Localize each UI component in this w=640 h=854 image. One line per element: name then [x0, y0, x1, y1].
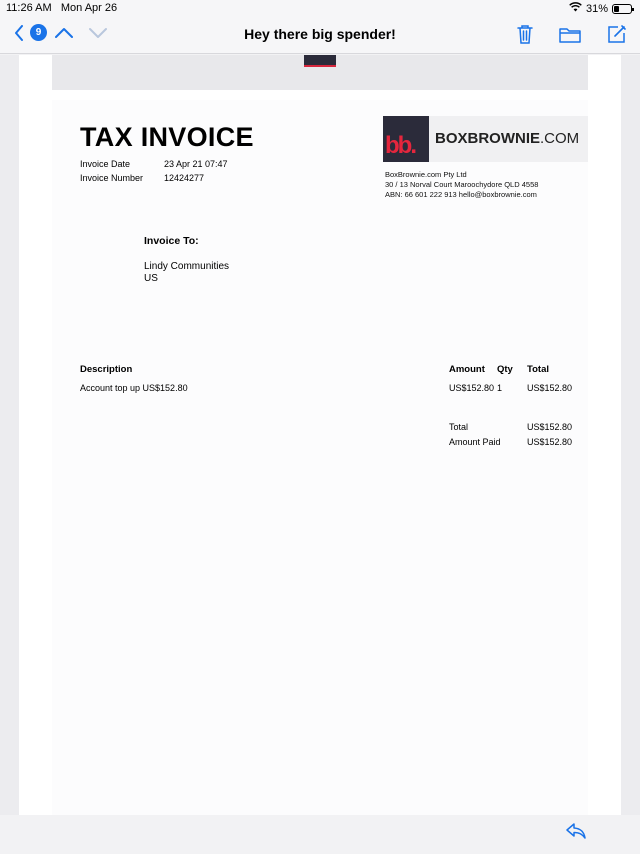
wifi-icon: [569, 2, 582, 15]
invoice-page: [52, 100, 588, 815]
invoice-title: TAX INVOICE: [80, 122, 254, 152]
folder-icon[interactable]: [559, 26, 581, 43]
trash-icon[interactable]: [517, 24, 533, 44]
previous-page: [52, 55, 588, 90]
customer-country: US: [144, 273, 158, 284]
item-total: US$152.80: [527, 383, 573, 393]
battery-icon: [612, 4, 632, 14]
logo-mark: bb.: [383, 116, 429, 162]
total-label: Total: [449, 422, 469, 432]
status-right: [569, 2, 632, 15]
header-amount: Amount: [449, 364, 485, 375]
nav-bar: [0, 18, 640, 54]
nav-actions: [517, 24, 626, 44]
invoice-date-label: Invoice Date: [80, 159, 131, 169]
attachment-preview[interactable]: [19, 55, 621, 815]
brand-logo-partial: [304, 55, 336, 67]
battery-percent: 31%: [585, 2, 608, 15]
invoice-to-heading: Invoice To:: [144, 235, 199, 247]
header-total: Total: [527, 364, 549, 375]
customer-name: Lindy Communities: [144, 261, 230, 272]
header-description: Description: [80, 364, 133, 375]
brand-logo: [383, 116, 588, 162]
message-subject: Hey there big spender!: [244, 26, 396, 42]
item-amount: US$152.80: [449, 383, 495, 393]
status-bar: [0, 0, 640, 18]
bottom-toolbar: [0, 815, 640, 854]
invoice-to: [144, 235, 229, 285]
company-details: BoxBrownie.com Pty Ltd 30 / 13 Norval Court Maroochydore QLD 4558 ABN: 66 601 222 913 hello@boxbrownie.com: [385, 170, 539, 199]
invoice-meta: [80, 157, 228, 185]
header-qty: Qty: [497, 364, 513, 375]
total-value: US$152.80: [527, 422, 573, 432]
invoice-number-value: 12424277: [164, 173, 205, 183]
status-time: 11:26 AM Mon Apr 26: [6, 2, 118, 14]
amount-paid-value: US$152.80: [527, 437, 573, 447]
compose-icon[interactable]: [607, 25, 626, 44]
item-qty: 1: [497, 383, 503, 393]
item-description: Account top up US$152.80: [80, 383, 188, 393]
amount-paid-label: Amount Paid: [449, 437, 501, 447]
invoice-date-value: 23 Apr 21 07:47: [164, 159, 228, 169]
invoice-number-label: Invoice Number: [80, 173, 144, 183]
unread-badge[interactable]: 9: [30, 24, 47, 41]
message-body[interactable]: [0, 55, 640, 815]
reply-icon[interactable]: [566, 823, 586, 839]
logo-wordmark: BOXBROWNIE.COM: [435, 130, 580, 147]
